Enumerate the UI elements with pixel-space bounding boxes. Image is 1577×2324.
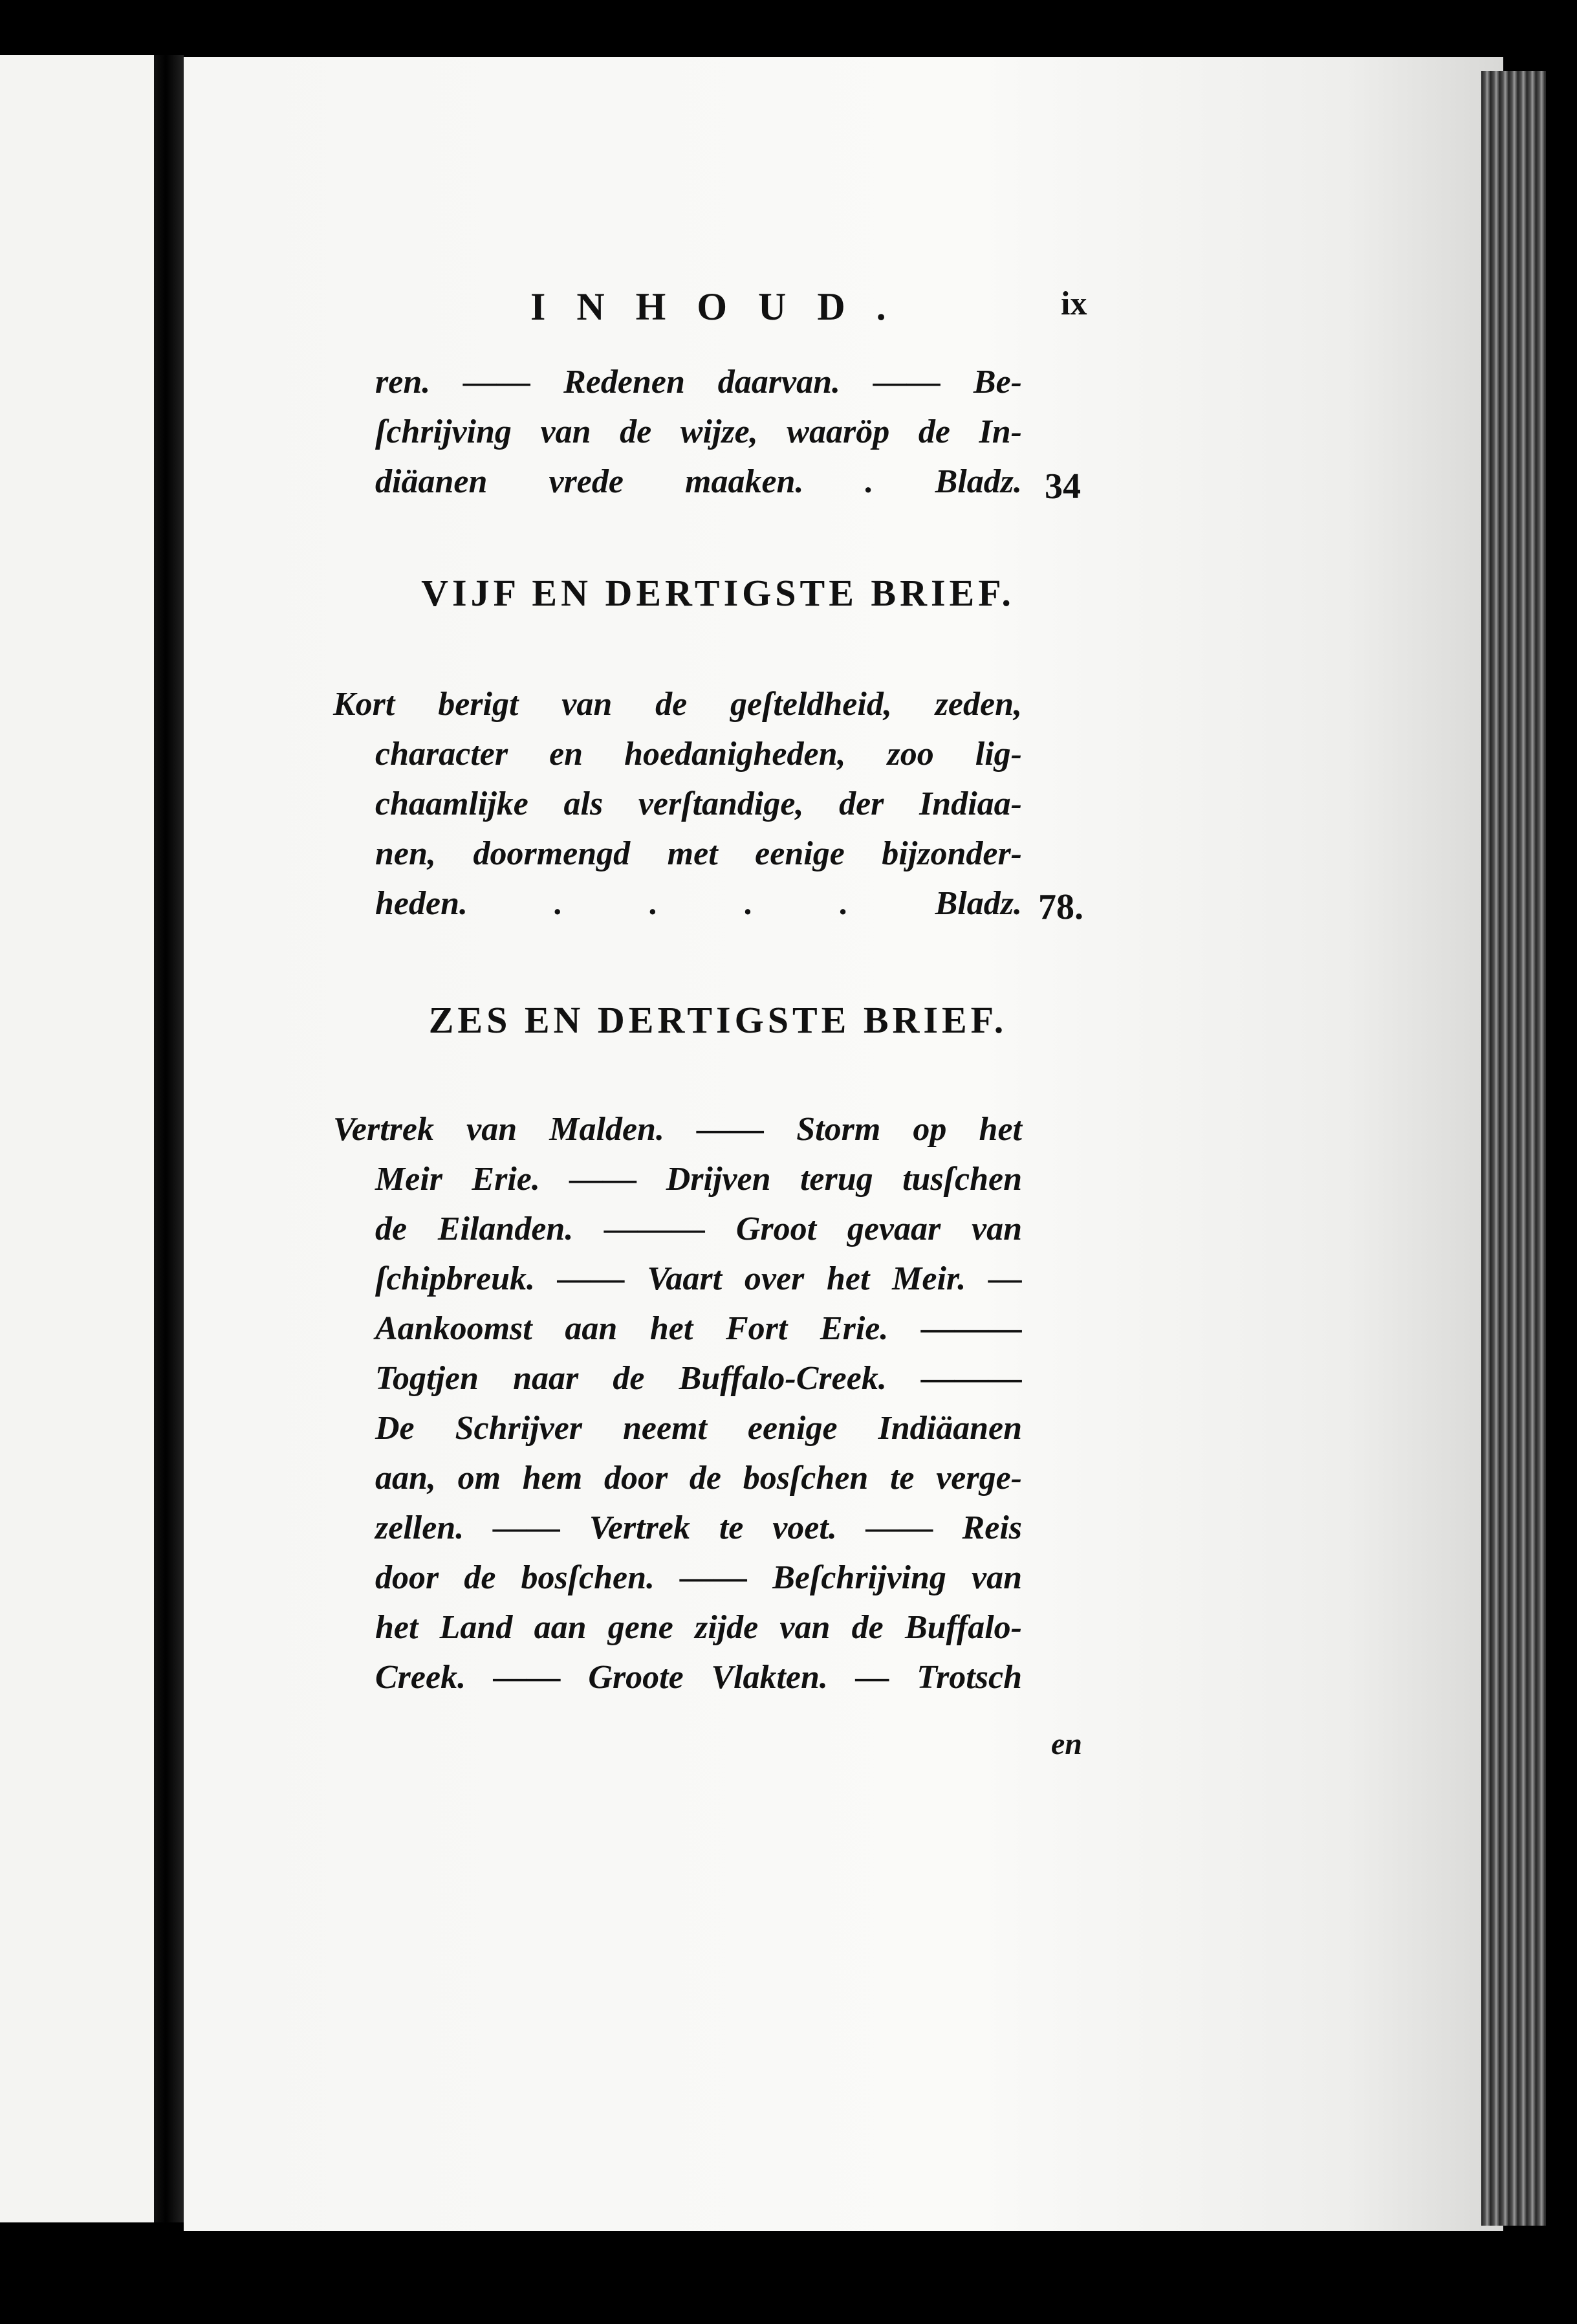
page-edges — [1481, 71, 1546, 2226]
section-36-line-3: de Eilanden. ——— Groot gevaar van — [375, 1211, 1022, 1247]
section-35-line-4: nen, doormengd met eenige bijzonder- — [375, 835, 1022, 872]
page-folio: ix — [1061, 285, 1087, 322]
continuation-line-3: diäanen vrede maaken. . Bladz. — [375, 463, 1022, 500]
section-35-line-2: character en hoedanigheden, zoo lig- — [375, 736, 1022, 773]
continuation-line-2: ſchrijving van de wijze, waaröp de In- — [375, 413, 1022, 450]
section-36-line-12: Creek. —— Groote Vlakten. — Trotsch — [375, 1659, 1022, 1696]
section-35-line-3: chaamlijke als verſtandige, der Indiaa- — [375, 785, 1022, 822]
book-gutter — [154, 55, 184, 2222]
section-35-title: VIJF EN DERTIGSTE BRIEF. — [421, 572, 1015, 614]
section-36-line-9: zellen. —— Vertrek te voet. —— Reis — [375, 1509, 1022, 1546]
facing-page — [0, 55, 154, 2222]
continuation-page-number: 34 — [1045, 466, 1081, 507]
section-36-line-2: Meir Erie. —— Drijven terug tusſchen — [375, 1161, 1022, 1198]
section-36-line-4: ſchipbreuk. —— Vaart over het Meir. — — [375, 1260, 1022, 1297]
continuation-line-1: ren. —— Redenen daarvan. —— Be- — [375, 364, 1022, 400]
section-35-line-1: Kort berigt van de geſteldheid, zeden, — [333, 686, 1022, 723]
section-36-line-7: De Schrijver neemt eenige Indiäanen — [375, 1410, 1022, 1447]
section-36-title: ZES EN DERTIGSTE BRIEF. — [428, 999, 1008, 1041]
section-36-line-10: door de bosſchen. —— Beſchrijving van — [375, 1559, 1022, 1596]
section-36-line-11: het Land aan gene zijde van de Buffalo- — [375, 1609, 1022, 1646]
section-35-line-5: heden. . . . . Bladz. — [375, 885, 1022, 922]
section-36-line-5: Aankoomst aan het Fort Erie. ——— — [375, 1310, 1022, 1347]
section-36-line-8: aan, om hem door de bosſchen te verge- — [375, 1460, 1022, 1496]
page-header-title: INHOUD. — [530, 285, 917, 328]
section-36-line-6: Togtjen naar de Buffalo-Creek. ——— — [375, 1360, 1022, 1397]
section-35-page-number: 78. — [1038, 887, 1083, 927]
section-36-line-1: Vertrek van Malden. —— Storm op het — [333, 1111, 1022, 1148]
catchword: en — [1051, 1727, 1082, 1761]
